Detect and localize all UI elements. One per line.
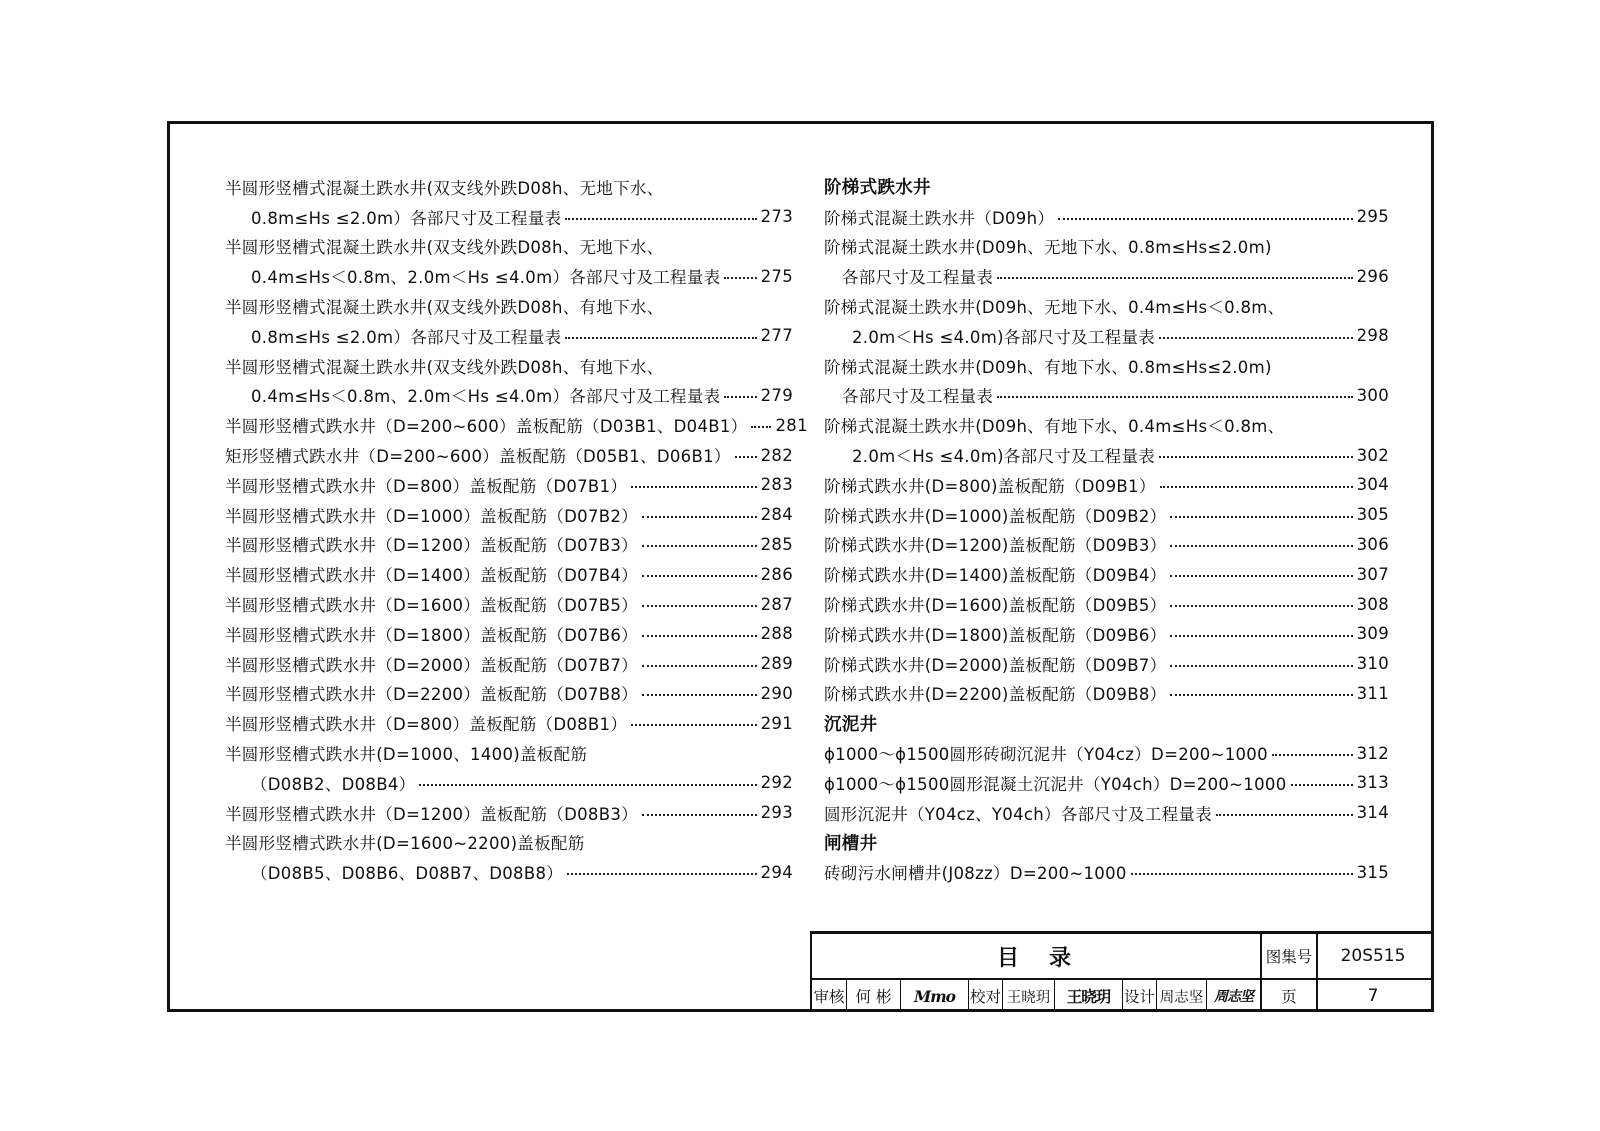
toc-page-number: 290: [760, 683, 793, 703]
toc-page-number: 311: [1356, 683, 1389, 703]
toc-leader-dots: [642, 814, 757, 816]
toc-page-number: 312: [1356, 743, 1389, 763]
toc-entry-text: 半圆形竖槽式跌水井（D=1800）盖板配筋（D07B6）: [225, 625, 638, 645]
toc-entry-text: 圆形沉泥井（Y04cz、Y04ch）各部尺寸及工程量表: [824, 804, 1213, 824]
toc-entry-text: 半圆形竖槽式跌水井（D=1400）盖板配筋（D07B4）: [225, 566, 638, 586]
toc-leader-dots: [1170, 545, 1352, 547]
toc-page-number: 300: [1356, 385, 1389, 405]
toc-entry-text: 半圆形竖槽式跌水井（D=800）盖板配筋（D07B1）: [225, 476, 628, 496]
toc-leader-dots: [1058, 218, 1352, 220]
toc-leader-dots: [1272, 754, 1353, 756]
toc-leader-dots: [642, 516, 757, 518]
toc-entry-text: 半圆形竖槽式跌水井（D=1200）盖板配筋（D08B3）: [225, 804, 638, 824]
toc-page-number: 281: [775, 415, 808, 435]
toc-page-number: 285: [760, 534, 793, 554]
toc-leader-dots: [724, 396, 756, 398]
toc-page-number: 282: [760, 445, 793, 465]
toc-entry: [225, 172, 793, 202]
toc-page-number: 295: [1356, 207, 1389, 227]
toc-page-number: 305: [1356, 505, 1389, 525]
toc-entry: [824, 738, 1389, 768]
toc-entry: [824, 381, 1389, 411]
atlas-no: 20S515: [1340, 946, 1406, 966]
toc-entry-text: 半圆形竖槽式混凝土跌水井(双支线外跌D08h、无地下水、: [225, 238, 664, 258]
toc-page-number: 273: [760, 207, 793, 227]
toc-entry: [824, 857, 1389, 887]
toc-entry: [225, 559, 793, 589]
toc-page-number: 284: [760, 505, 793, 525]
toc-page-number: 306: [1356, 534, 1389, 554]
toc-leader-dots: [642, 605, 757, 607]
toc-leader-dots: [631, 724, 756, 726]
toc-entry-text: 矩形竖槽式跌水井（D=200~600）盖板配筋（D05B1、D06B1）: [225, 447, 731, 467]
toc-leader-dots: [1170, 575, 1352, 577]
toc-entry: [824, 440, 1389, 470]
toc-leader-dots: [1131, 873, 1353, 875]
toc-leader-dots: [1170, 605, 1352, 607]
toc-section-heading: [824, 172, 1389, 202]
toc-entry: [824, 559, 1389, 589]
toc-entry-text: ϕ1000～ϕ1500圆形混凝土沉泥井（Y04ch）D=200~1000: [824, 774, 1287, 794]
toc-entry: [824, 589, 1389, 619]
toc-leader-dots: [1159, 337, 1353, 339]
toc-entry: [824, 202, 1389, 232]
toc-page-number: 289: [760, 654, 793, 674]
toc-entry: [824, 321, 1389, 351]
toc-entry-text: 阶梯式混凝土跌水井(D09h、无地下水、0.8m≤Hs≤2.0m): [824, 238, 1272, 258]
toc-leader-dots: [751, 426, 771, 428]
toc-entry: [225, 798, 793, 828]
toc-leader-dots: [642, 545, 757, 547]
toc-leader-dots: [565, 337, 756, 339]
toc-leader-dots: [567, 873, 757, 875]
toc-entry: [225, 857, 793, 887]
toc-page-number: 287: [760, 594, 793, 614]
toc-leader-dots: [1159, 456, 1353, 458]
toc-leader-dots: [642, 694, 757, 696]
toc-entry: [225, 679, 793, 709]
toc-entry-text: 阶梯式跌水井(D=800)盖板配筋（D09B1）: [824, 476, 1156, 496]
toc-leader-dots: [631, 486, 756, 488]
toc-entry-text: （D08B2、D08B4）: [251, 774, 416, 794]
toc-entry-text: （D08B5、D08B6、D08B7、D08B8）: [251, 864, 564, 884]
toc-entry: [225, 351, 793, 381]
toc-page-number: 292: [760, 773, 793, 793]
toc-entry: [824, 410, 1389, 440]
page-label: 页: [1281, 988, 1297, 1006]
toc-entry: [225, 530, 793, 560]
toc-entry-text: 0.4m≤Hs＜0.8m、2.0m＜Hs ≤4.0m）各部尺寸及工程量表: [251, 268, 721, 288]
toc-entry: [824, 619, 1389, 649]
toc-entry-text: 沉泥井: [824, 714, 878, 735]
toc-entry: [225, 232, 793, 262]
reviewer-signature: Mmo: [914, 986, 955, 1006]
toc-entry-text: 阶梯式跌水井(D=1600)盖板配筋（D09B5）: [824, 596, 1167, 616]
toc-section-heading: [824, 828, 1389, 858]
toc-entry: [824, 470, 1389, 500]
toc-entry: [225, 828, 793, 858]
toc-section-heading: [824, 708, 1389, 738]
toc-entry-text: 半圆形竖槽式跌水井（D=200~600）盖板配筋（D03B1、D04B1）: [225, 417, 748, 437]
toc-entry-text: 阶梯式跌水井(D=2200)盖板配筋（D09B8）: [824, 685, 1167, 705]
toc-entry-text: 阶梯式跌水井(D=2000)盖板配筋（D09B7）: [824, 655, 1167, 675]
toc-entry: [225, 619, 793, 649]
atlas-no-label: 图集号: [1265, 948, 1313, 966]
review-label: 审核: [813, 988, 845, 1006]
toc-leader-dots: [735, 456, 757, 458]
toc-entry-text: 半圆形竖槽式跌水井（D=1200）盖板配筋（D07B3）: [225, 536, 638, 556]
toc-page-number: 288: [760, 624, 793, 644]
title-block: [810, 931, 1434, 1012]
check-label: 校对: [969, 988, 1001, 1006]
toc-entry: [824, 768, 1389, 798]
toc-page-number: 277: [760, 326, 793, 346]
toc-entry: [824, 351, 1389, 381]
toc-entry-text: 各部尺寸及工程量表: [842, 268, 994, 288]
toc-entry-text: 砖砌污水闸槽井(J08zz）D=200~1000: [824, 864, 1127, 884]
toc-entry-text: 阶梯式混凝土跌水井(D09h、无地下水、0.4m≤Hs＜0.8m、: [824, 298, 1285, 318]
toc-page-number: 315: [1356, 862, 1389, 882]
toc-entry-text: ϕ1000～ϕ1500圆形砖砌沉泥井（Y04cz）D=200~1000: [824, 745, 1268, 765]
toc-leader-dots: [1160, 486, 1353, 488]
toc-entry: [824, 530, 1389, 560]
toc-entry: [225, 410, 808, 440]
toc-page-number: 294: [760, 862, 793, 882]
toc-page-number: 307: [1356, 564, 1389, 584]
toc-entry-text: 2.0m＜Hs ≤4.0m)各部尺寸及工程量表: [852, 447, 1156, 467]
toc-entry-text: 半圆形竖槽式跌水井（D=800）盖板配筋（D08B1）: [225, 715, 628, 735]
toc-entry: [824, 679, 1389, 709]
toc-entry-text: 阶梯式跌水井: [824, 178, 931, 199]
toc-entry-text: 阶梯式跌水井(D=1000)盖板配筋（D09B2）: [824, 506, 1167, 526]
toc-leader-dots: [1291, 784, 1353, 786]
toc-leader-dots: [1170, 694, 1352, 696]
toc-entry-text: 阶梯式跌水井(D=1800)盖板配筋（D09B6）: [824, 625, 1167, 645]
toc-leader-dots: [1216, 814, 1353, 816]
toc-page-number: 296: [1356, 266, 1389, 286]
toc-leader-dots: [565, 218, 756, 220]
toc-page-number: 286: [760, 564, 793, 584]
toc-entry-text: 阶梯式混凝土跌水井(D09h、有地下水、0.4m≤Hs＜0.8m、: [824, 417, 1285, 437]
toc-leader-dots: [997, 277, 1352, 279]
toc-leader-dots: [724, 277, 756, 279]
toc-entry: [824, 291, 1389, 321]
toc-leader-dots: [1170, 516, 1352, 518]
toc-entry-text: 0.4m≤Hs＜0.8m、2.0m＜Hs ≤4.0m）各部尺寸及工程量表: [251, 387, 721, 407]
toc-left-column: [225, 172, 808, 887]
toc-right-column: [824, 172, 1389, 887]
toc-entry: [225, 321, 793, 351]
toc-leader-dots: [419, 784, 756, 786]
toc-leader-dots: [642, 635, 757, 637]
checker-signature: 王晓玥: [1066, 987, 1111, 1006]
toc-page-number: 309: [1356, 624, 1389, 644]
toc-entry-text: 阶梯式混凝土跌水井（D09h）: [824, 208, 1055, 228]
toc-entry-text: 阶梯式混凝土跌水井(D09h、有地下水、0.8m≤Hs≤2.0m): [824, 357, 1272, 377]
toc-entry-text: 半圆形竖槽式跌水井（D=2200）盖板配筋（D07B8）: [225, 685, 638, 705]
toc-entry-text: 0.8m≤Hs ≤2.0m）各部尺寸及工程量表: [251, 327, 562, 347]
toc-entry-text: 闸槽井: [824, 833, 878, 854]
designer-signature: 周志坚: [1214, 989, 1253, 1005]
toc-entry: [225, 261, 793, 291]
toc-entry-text: 半圆形竖槽式混凝土跌水井(双支线外跌D08h、有地下水、: [225, 298, 664, 318]
toc-entry: [225, 738, 793, 768]
toc-entry: [824, 649, 1389, 679]
drawing-title: 目 录: [996, 945, 1075, 971]
toc-page-number: 313: [1356, 773, 1389, 793]
toc-leader-dots: [1170, 635, 1352, 637]
toc-entry-text: 阶梯式跌水井(D=1200)盖板配筋（D09B3）: [824, 536, 1167, 556]
toc-leader-dots: [642, 575, 757, 577]
reviewer-name: 何 彬: [855, 988, 892, 1006]
toc-entry: [225, 202, 793, 232]
toc-entry: [225, 500, 793, 530]
toc-entry: [824, 232, 1389, 262]
checker-name: 王晓玥: [1006, 989, 1051, 1006]
toc-entry: [824, 500, 1389, 530]
toc-page-number: 314: [1356, 803, 1389, 823]
toc-page-number: 293: [760, 803, 793, 823]
toc-page-number: 310: [1356, 654, 1389, 674]
toc-entry-text: 半圆形竖槽式跌水井(D=1600~2200)盖板配筋: [225, 834, 585, 854]
toc-leader-dots: [1170, 665, 1352, 667]
toc-entry: [225, 649, 793, 679]
toc-leader-dots: [642, 665, 757, 667]
page-number: 7: [1367, 986, 1379, 1006]
toc-entry-text: 阶梯式跌水井(D=1400)盖板配筋（D09B4）: [824, 566, 1167, 586]
toc-page-number: 283: [760, 475, 793, 495]
toc-entry-text: 2.0m＜Hs ≤4.0m)各部尺寸及工程量表: [852, 327, 1156, 347]
toc-page-number: 298: [1356, 326, 1389, 346]
toc-page-number: 304: [1356, 475, 1389, 495]
toc-page-number: 308: [1356, 594, 1389, 614]
toc-entry-text: 各部尺寸及工程量表: [842, 387, 994, 407]
toc-entry-text: 半圆形竖槽式跌水井(D=1000、1400)盖板配筋: [225, 745, 588, 765]
toc-page-number: 302: [1356, 445, 1389, 465]
design-label: 设计: [1123, 988, 1155, 1006]
toc-entry: [225, 440, 793, 470]
toc-page-number: 279: [760, 385, 793, 405]
toc-entry: [225, 470, 793, 500]
toc-entry: [225, 589, 793, 619]
toc-entry-text: 0.8m≤Hs ≤2.0m）各部尺寸及工程量表: [251, 208, 562, 228]
toc-page-number: 291: [760, 713, 793, 733]
toc-entry: [225, 708, 793, 738]
toc-entry-text: 半圆形竖槽式跌水井（D=2000）盖板配筋（D07B7）: [225, 655, 638, 675]
toc-entry-text: 半圆形竖槽式跌水井（D=1600）盖板配筋（D07B5）: [225, 596, 638, 616]
toc-entry-text: 半圆形竖槽式跌水井（D=1000）盖板配筋（D07B2）: [225, 506, 638, 526]
toc-entry: [225, 381, 793, 411]
toc-entry-text: 半圆形竖槽式混凝土跌水井(双支线外跌D08h、无地下水、: [225, 178, 664, 198]
toc-entry: [225, 768, 793, 798]
toc-leader-dots: [997, 396, 1352, 398]
toc-page-number: 275: [760, 266, 793, 286]
toc-entry: [824, 798, 1389, 828]
toc-entry-text: 半圆形竖槽式混凝土跌水井(双支线外跌D08h、有地下水、: [225, 357, 664, 377]
toc-entry: [225, 291, 793, 321]
toc-entry: [824, 261, 1389, 291]
designer-name: 周志坚: [1159, 989, 1204, 1006]
